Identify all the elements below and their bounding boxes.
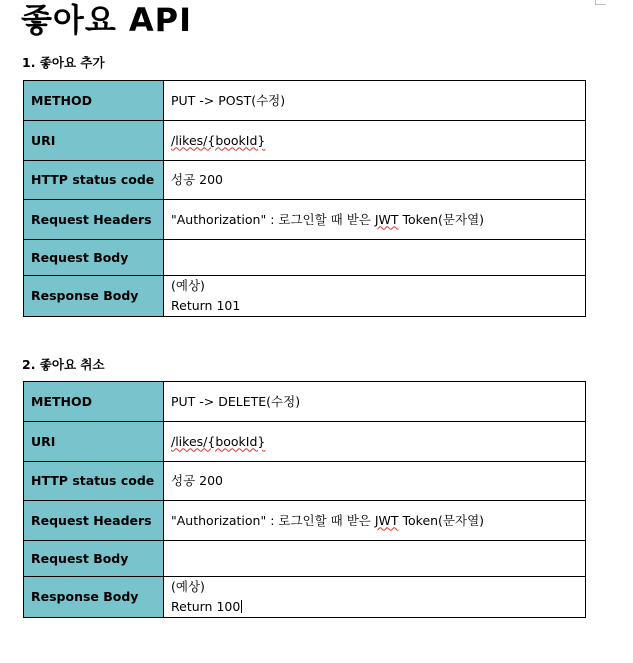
- headers-text-before: "Authorization" : 로그인할 때 받은: [171, 512, 375, 528]
- table-row-status: [24, 161, 586, 200]
- table-row-request-body: [24, 541, 586, 577]
- response-body-label: Response Body: [24, 577, 164, 618]
- table-row-method: [24, 81, 586, 121]
- table-row-request-body: [24, 240, 586, 276]
- table-row-headers: [24, 200, 586, 240]
- uri-text: /likes/{bookId}: [171, 433, 266, 449]
- request-body-label: Request Body: [24, 541, 164, 577]
- uri-value[interactable]: [164, 422, 586, 462]
- headers-label: Request Headers: [24, 501, 164, 541]
- table-row-response-body: [24, 276, 586, 317]
- text-cursor: [241, 600, 242, 613]
- status-label: HTTP status code: [24, 462, 164, 501]
- response-body-value[interactable]: [164, 577, 586, 618]
- uri-label: URI: [24, 422, 164, 462]
- api-table-add-like: [23, 80, 586, 317]
- headers-text-after: Token(문자열): [398, 512, 485, 528]
- status-label: HTTP status code: [24, 161, 164, 200]
- headers-value[interactable]: [164, 200, 586, 240]
- method-value[interactable]: PUT -> DELETE(수정): [164, 382, 586, 422]
- page-corner-mark: [595, 0, 606, 5]
- table-row-response-body: [24, 577, 586, 618]
- headers-text-jwt: JWT: [374, 512, 399, 528]
- response-body-line2-text: Return 100: [171, 599, 241, 614]
- document-title: 좋아요 API: [21, 1, 193, 39]
- method-label: METHOD: [24, 81, 164, 121]
- headers-text-jwt: JWT: [374, 211, 399, 227]
- status-value[interactable]: 성공 200: [164, 161, 586, 200]
- headers-value[interactable]: [164, 501, 586, 541]
- response-body-line2: Return 101: [171, 298, 241, 313]
- response-body-line1: (예상): [171, 278, 205, 293]
- method-value[interactable]: PUT -> POST(수정): [164, 81, 586, 121]
- response-body-line2: [171, 597, 578, 617]
- section-heading-cancel-like: 2. 좋아요 취소: [22, 357, 105, 372]
- response-body-label: Response Body: [24, 276, 164, 317]
- table-row-status: [24, 462, 586, 501]
- api-table-cancel-like: [23, 381, 586, 618]
- request-body-value[interactable]: [164, 541, 586, 577]
- headers-text-after: Token(문자열): [398, 211, 485, 227]
- headers-label: Request Headers: [24, 200, 164, 240]
- table-row-headers: [24, 501, 586, 541]
- status-value[interactable]: 성공 200: [164, 462, 586, 501]
- section-heading-add-like: 1. 좋아요 추가: [22, 55, 105, 70]
- method-label: METHOD: [24, 382, 164, 422]
- uri-value[interactable]: [164, 121, 586, 161]
- table-row-method: [24, 382, 586, 422]
- uri-text: /likes/{bookId}: [171, 132, 266, 148]
- request-body-value[interactable]: [164, 240, 586, 276]
- response-body-value[interactable]: [164, 276, 586, 317]
- table-row-uri: [24, 121, 586, 161]
- uri-label: URI: [24, 121, 164, 161]
- headers-text-before: "Authorization" : 로그인할 때 받은: [171, 211, 375, 227]
- response-body-line1: (예상): [171, 579, 205, 594]
- request-body-label: Request Body: [24, 240, 164, 276]
- table-row-uri: [24, 422, 586, 462]
